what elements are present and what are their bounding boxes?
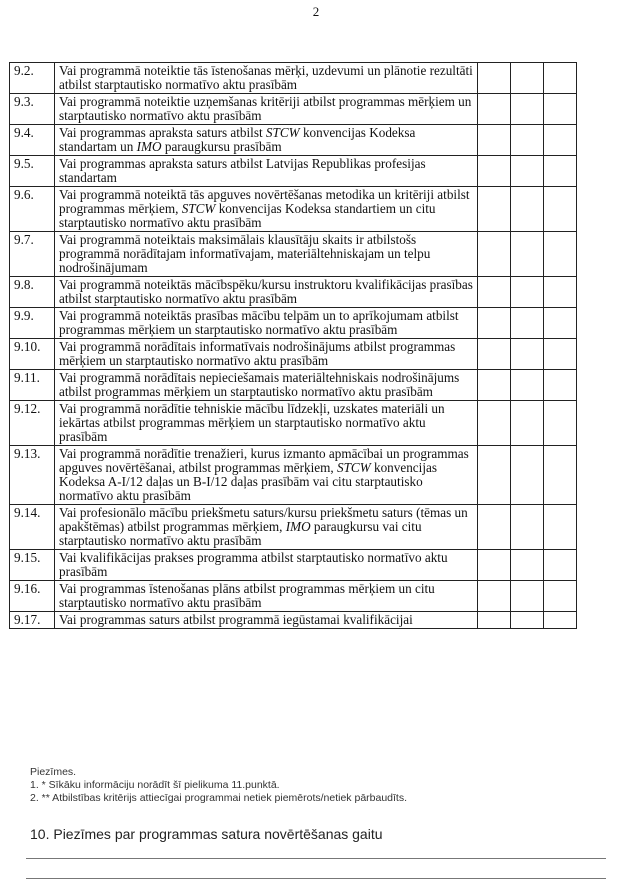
answer-cell-1[interactable] — [478, 277, 511, 308]
criteria-row — [10, 401, 577, 446]
criteria-number: 9.3. — [10, 94, 55, 125]
criteria-row — [10, 156, 577, 187]
note-item-1: 1. * Sīkāku informāciju norādīt šī pielikuma 11.punktā. — [30, 779, 280, 791]
answer-cell-1[interactable] — [478, 581, 511, 612]
answer-cell-2[interactable] — [511, 125, 544, 156]
answer-cell-3[interactable] — [544, 581, 577, 612]
answer-cell-3[interactable] — [544, 125, 577, 156]
answer-cell-3[interactable] — [544, 339, 577, 370]
criteria-number: 9.2. — [10, 63, 55, 94]
answer-cell-1[interactable] — [478, 550, 511, 581]
answer-cell-1[interactable] — [478, 94, 511, 125]
criteria-question: Vai profesionālo mācību priekšmetu saturs/kursu priekšmetu saturs (tēmas un apakštēmas) atbilst programmas mērķiem, IMO paraugkursu vai citu starptautisko normatīvo aktu prasībām — [55, 505, 478, 550]
criteria-question: Vai programmā norādītais nepieciešamais materiāltehniskais nodrošinājums atbilst programmas mērķiem un starptautisko normatīvo aktu prasībām — [55, 370, 478, 401]
criteria-question: Vai programmā noteiktie tās īstenošanas mērķi, uzdevumi un plānotie rezultāti atbilst starptautisko normatīvo aktu prasībām — [55, 63, 478, 94]
criteria-question: Vai kvalifikācijas prakses programma atbilst starptautisko normatīvo aktu prasībām — [55, 550, 478, 581]
answer-cell-1[interactable] — [478, 187, 511, 232]
criteria-question: Vai programmā norādītais informatīvais nodrošinājums atbilst programmas mērķiem un starptautisko normatīvo aktu prasībām — [55, 339, 478, 370]
criteria-number: 9.10. — [10, 339, 55, 370]
note-item-2: 2. ** Atbilstības kritērijs attiecīgai programmai netiek piemērots/netiek pārbaudīts. — [30, 792, 408, 804]
answer-cell-3[interactable] — [544, 63, 577, 94]
answer-cell-1[interactable] — [478, 308, 511, 339]
answer-cell-3[interactable] — [544, 401, 577, 446]
criteria-question: Vai programmas saturs atbilst programmā iegūstamai kvalifikācijai — [55, 612, 478, 629]
criteria-question: Vai programmas apraksta saturs atbilst Latvijas Republikas profesijas standartam — [55, 156, 478, 187]
answer-cell-3[interactable] — [544, 187, 577, 232]
criteria-row — [10, 63, 577, 94]
criteria-row — [10, 308, 577, 339]
criteria-number: 9.4. — [10, 125, 55, 156]
criteria-row — [10, 550, 577, 581]
answer-cell-1[interactable] — [478, 370, 511, 401]
answer-cell-1[interactable] — [478, 401, 511, 446]
notes-title: Piezīmes. — [30, 766, 77, 778]
answer-cell-3[interactable] — [544, 446, 577, 505]
answer-cell-3[interactable] — [544, 505, 577, 550]
criteria-row — [10, 446, 577, 505]
answer-cell-2[interactable] — [511, 277, 544, 308]
answer-cell-2[interactable] — [511, 339, 544, 370]
criteria-row — [10, 612, 577, 629]
criteria-row — [10, 125, 577, 156]
answer-cell-2[interactable] — [511, 370, 544, 401]
answer-cell-3[interactable] — [544, 612, 577, 629]
answer-cell-3[interactable] — [544, 550, 577, 581]
criteria-question: Vai programmas īstenošanas plāns atbilst programmas mērķiem un citu starptautisko normatīvo aktu prasībām — [55, 581, 478, 612]
answer-cell-2[interactable] — [511, 63, 544, 94]
criteria-row — [10, 339, 577, 370]
criteria-number: 9.9. — [10, 308, 55, 339]
answer-cell-3[interactable] — [544, 232, 577, 277]
criteria-number: 9.8. — [10, 277, 55, 308]
answer-cell-1[interactable] — [478, 505, 511, 550]
criteria-question: Vai programmā noteiktā tās apguves novērtēšanas metodika un kritēriji atbilst programmas mērķiem, STCW konvencijas Kodeksa standartiem un citu starptautisko normatīvo aktu prasībām — [55, 187, 478, 232]
criteria-number: 9.11. — [10, 370, 55, 401]
criteria-number: 9.12. — [10, 401, 55, 446]
answer-cell-1[interactable] — [478, 125, 511, 156]
criteria-row — [10, 581, 577, 612]
page-number: 2 — [312, 4, 320, 19]
answer-cell-2[interactable] — [511, 401, 544, 446]
criteria-question: Vai programmā noteiktās prasības mācību telpām un to aprīkojumam atbilst programmas mērķiem un starptautisko normatīvo aktu prasībām — [55, 308, 478, 339]
answer-cell-3[interactable] — [544, 156, 577, 187]
criteria-row — [10, 94, 577, 125]
criteria-number: 9.6. — [10, 187, 55, 232]
criteria-question: Vai programmā norādītie trenažieri, kurus izmanto apmācībai un programmas apguves novērtēšanai, atbilst programmas mērķiem, STCW konvencijas Kodeksa A-I/12 daļas un B-I/12 daļas prasībām vai citu starptautisko normatīvo aktu prasībām — [55, 446, 478, 505]
criteria-row — [10, 370, 577, 401]
criteria-question: Vai programmas apraksta saturs atbilst STCW konvencijas Kodeksa standartam un IMO paraugkursu prasībām — [55, 125, 478, 156]
criteria-number: 9.5. — [10, 156, 55, 187]
answer-cell-1[interactable] — [478, 156, 511, 187]
criteria-number: 9.7. — [10, 232, 55, 277]
answer-cell-2[interactable] — [511, 581, 544, 612]
answer-cell-1[interactable] — [478, 612, 511, 629]
notes-input-line-2[interactable] — [26, 878, 606, 879]
answer-cell-2[interactable] — [511, 550, 544, 581]
criteria-question: Vai programmā noteiktais maksimālais klausītāju skaits ir atbilstošs programmā norādītajam informatīvajam, materiāltehniskajam un telpu nodrošinājumam — [55, 232, 478, 277]
criteria-row — [10, 277, 577, 308]
criteria-number: 9.14. — [10, 505, 55, 550]
answer-cell-2[interactable] — [511, 446, 544, 505]
criteria-question: Vai programmā noteiktie uzņemšanas kritēriji atbilst programmas mērķiem un starptautisko normatīvo aktu prasībām — [55, 94, 478, 125]
criteria-row — [10, 232, 577, 277]
answer-cell-3[interactable] — [544, 94, 577, 125]
section-10-title: 10. Piezīmes par programmas satura novērtēšanas gaitu — [30, 826, 383, 842]
answer-cell-2[interactable] — [511, 156, 544, 187]
criteria-question: Vai programmā norādītie tehniskie mācību līdzekļi, uzskates materiāli un iekārtas atbilst programmas mērķiem un starptautisko normatīvo aktu prasībām — [55, 401, 478, 446]
answer-cell-1[interactable] — [478, 232, 511, 277]
criteria-number: 9.15. — [10, 550, 55, 581]
criteria-number: 9.13. — [10, 446, 55, 505]
answer-cell-3[interactable] — [544, 308, 577, 339]
criteria-number: 9.17. — [10, 612, 55, 629]
answer-cell-3[interactable] — [544, 370, 577, 401]
criteria-question: Vai programmā noteiktās mācībspēku/kursu instruktoru kvalifikācijas prasības atbilst starptautisko normatīvo aktu prasībām — [55, 277, 478, 308]
notes-block — [30, 766, 407, 805]
criteria-row — [10, 505, 577, 550]
criteria-row — [10, 187, 577, 232]
answer-cell-2[interactable] — [511, 187, 544, 232]
answer-cell-2[interactable] — [511, 308, 544, 339]
answer-cell-2[interactable] — [511, 94, 544, 125]
evaluation-criteria-table — [9, 62, 577, 629]
answer-cell-2[interactable] — [511, 232, 544, 277]
answer-cell-1[interactable] — [478, 63, 511, 94]
answer-cell-2[interactable] — [511, 612, 544, 629]
answer-cell-1[interactable] — [478, 446, 511, 505]
answer-cell-1[interactable] — [478, 339, 511, 370]
answer-cell-2[interactable] — [511, 505, 544, 550]
answer-cell-3[interactable] — [544, 277, 577, 308]
notes-input-line-1[interactable] — [26, 858, 606, 859]
criteria-number: 9.16. — [10, 581, 55, 612]
